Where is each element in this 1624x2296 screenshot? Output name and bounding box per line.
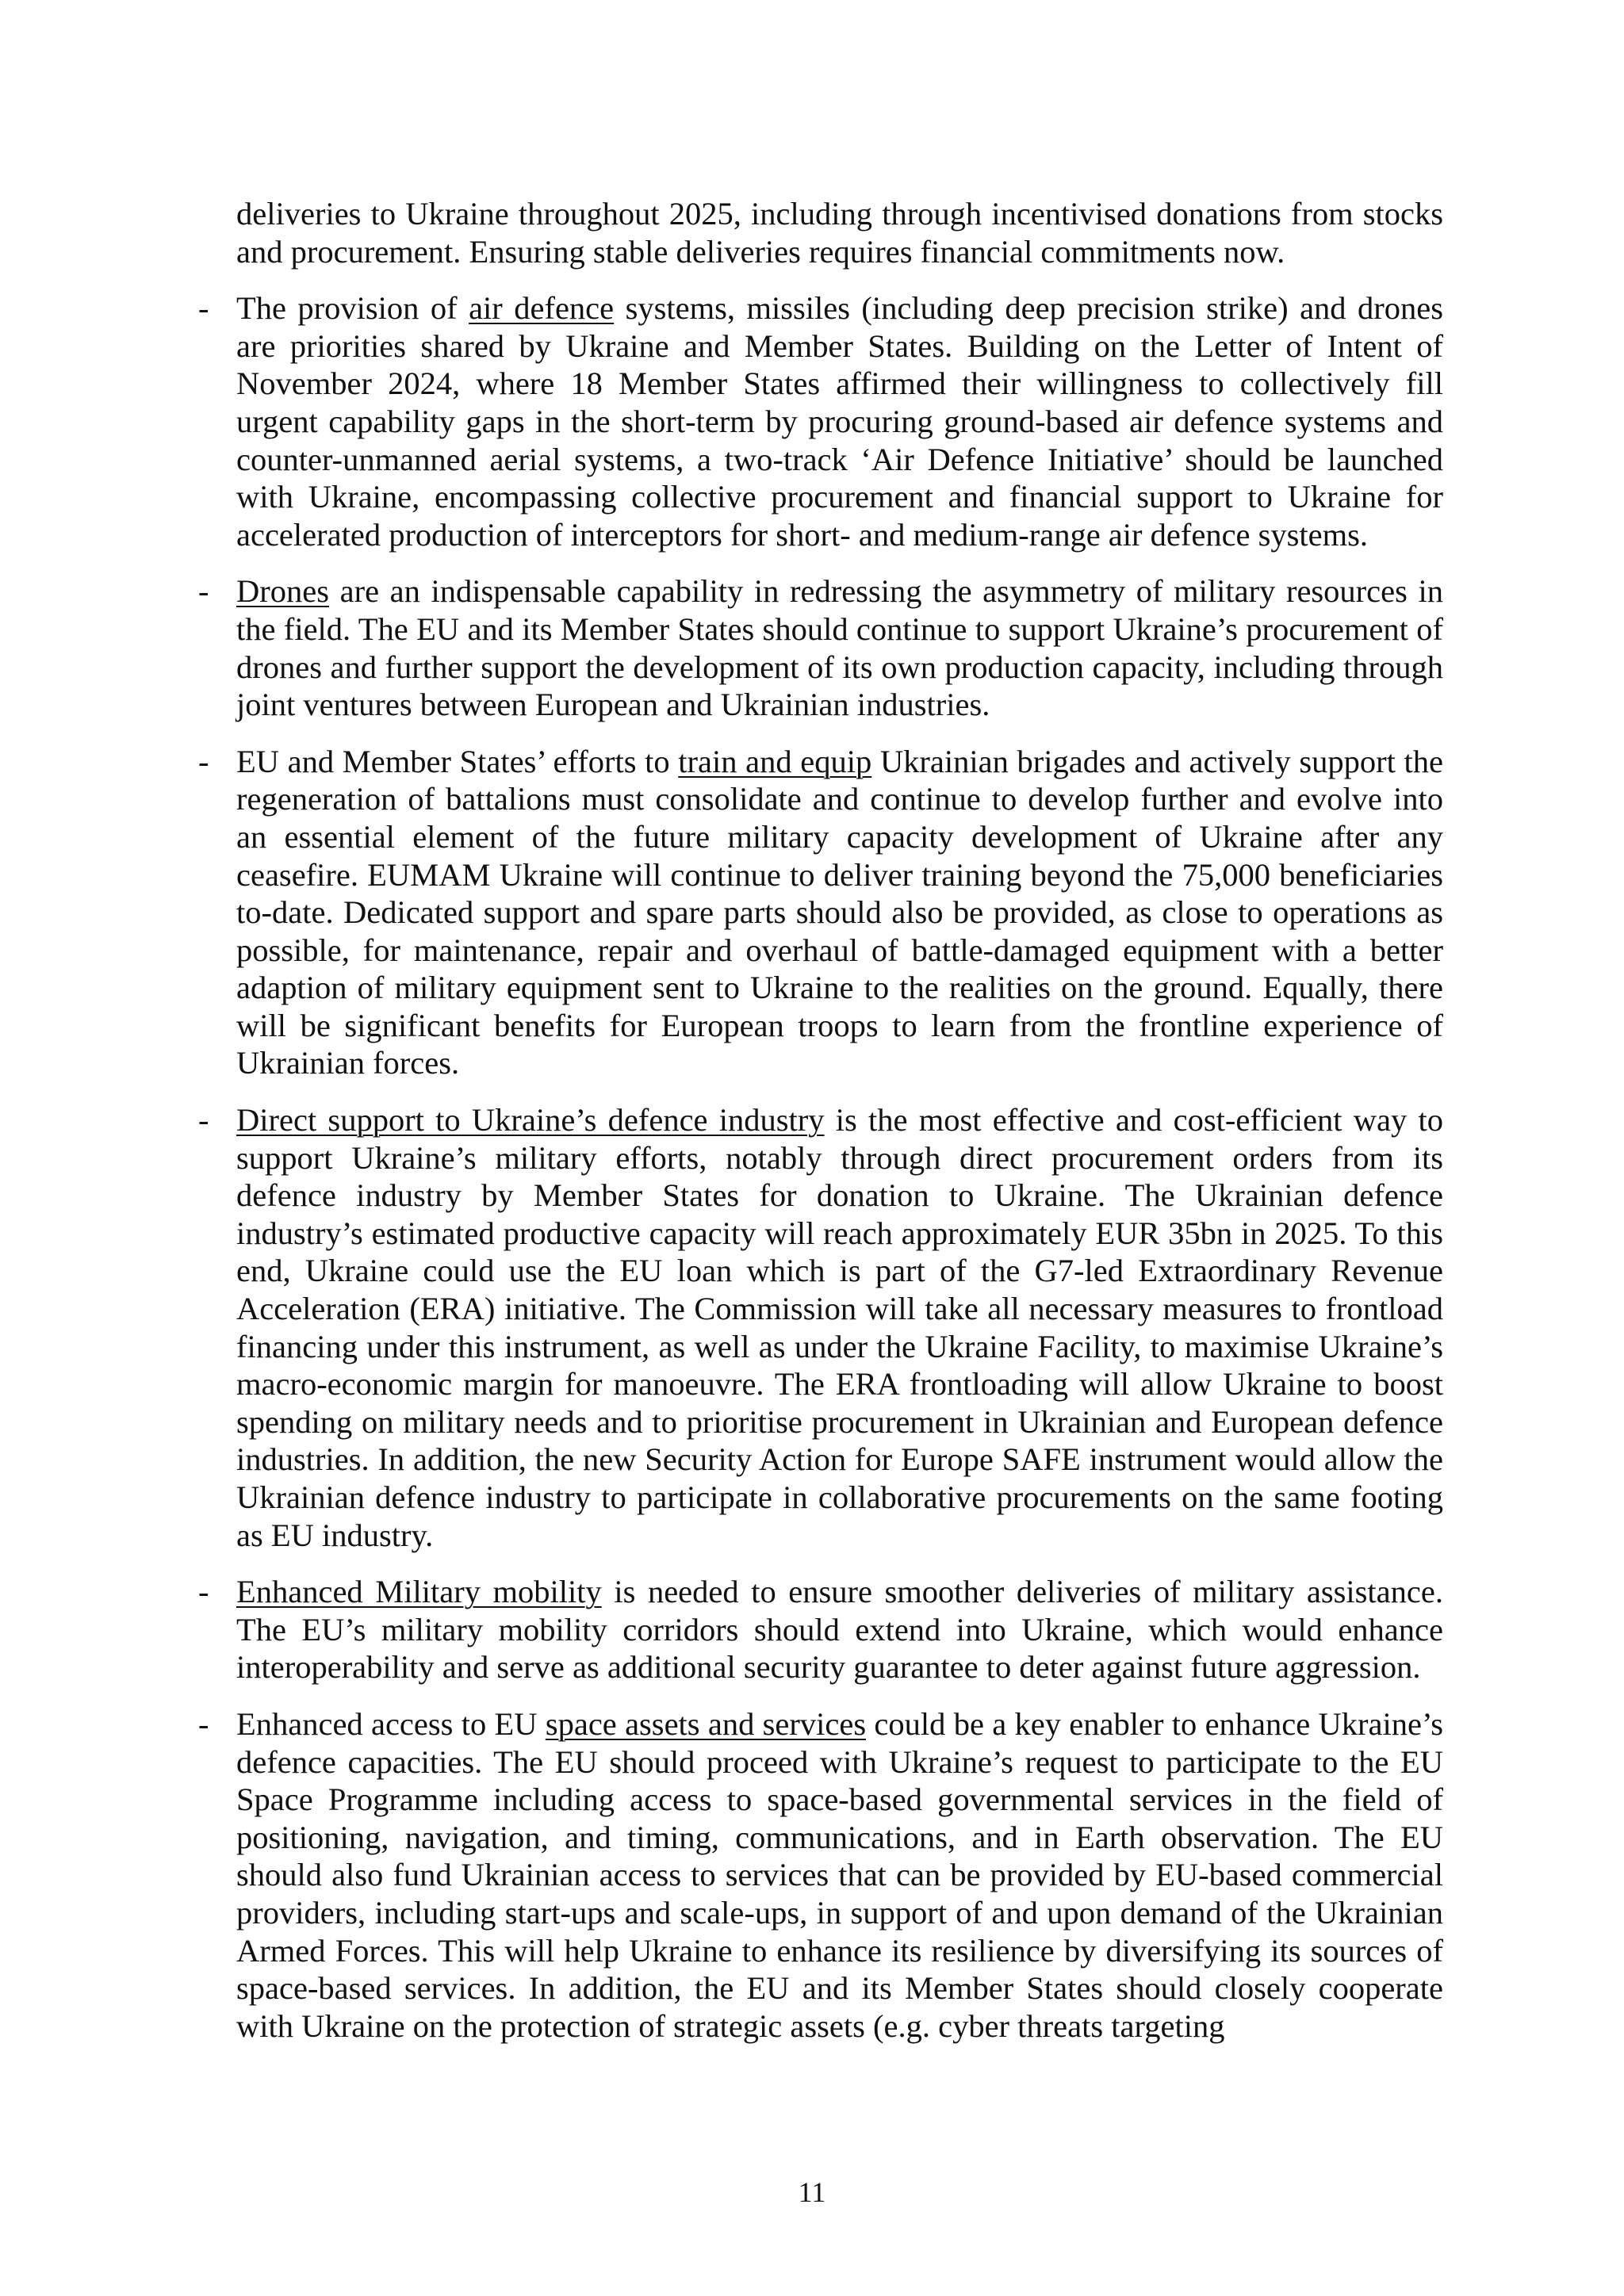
bullet-text-body: are an indispensable capability in redressing the asymmetry of military resources in the field. The EU and its Member States should continue to support Ukraine’s procurement of drones and further support the development of its own production capacity, including through joint ventures between European and Ukrainian industries. [236, 573, 1443, 723]
bullet-text-lead: EU and Member States’ efforts to [236, 743, 679, 779]
bullet-dash: - [198, 573, 209, 610]
bullet-text-body: is needed to ensure smoother deliveries of military assistance. The EU’s military mobility corridors should extend into Ukraine, which would enhance interoperability and serve as additional security guarantee to deter against future aggression. [236, 1574, 1443, 1686]
bullet-text [236, 1705, 1443, 2045]
intro-paragraph: deliveries to Ukraine throughout 2025, including through incentivised donations from stocks and procurement. Ensuring stable deliveries requires financial commitments now. [236, 196, 1443, 270]
bullet-text-lead: Enhanced access to EU [236, 1705, 546, 1742]
bullet-text-body: Ukrainian brigades and actively support the regeneration of battalions must consolidate and continue to develop further and evolve into an essential element of the future military capacity development of Ukraine after any ceasefire. EUMAM Ukraine will continue to deliver training beyond the 75,000 beneficiaries to-date. Dedicated support and spare parts should also be provided, as close to operations as possible, for maintenance, repair and overhaul of battle-damaged equipment with a better adaption of military equipment sent to Ukraine to the realities on the ground. Equally, there will be significant benefits for European troops to learn from the frontline experience of Ukrainian forces. [236, 743, 1443, 1081]
page-body [198, 195, 1443, 2045]
underlined-term: air defence [469, 290, 615, 327]
bullet-train-and-equip [198, 743, 1443, 1082]
bullet-text [236, 1573, 1443, 1686]
bullet-military-mobility [198, 1573, 1443, 1686]
bullet-text [236, 572, 1443, 723]
underlined-term: Enhanced Military mobility [236, 1574, 602, 1610]
bullet-text-body: could be a key enabler to enhance Ukraine’s defence capacities. The EU should proceed with Ukraine’s request to participate to the EU Space Programme including access to space-based governmental services in the field of positioning, navigation, and timing, communications, and in Earth observation. The EU should also fund Ukrainian access to services that can be provided by EU-based commercial providers, including start-ups and scale-ups, in support of and upon demand of the Ukrainian Armed Forces. This will help Ukraine to enhance its resilience by diversifying its sources of space-based services. In addition, the EU and its Member States should closely cooperate with Ukraine on the protection of strategic assets (e.g. cyber threats targeting [236, 1705, 1443, 2044]
bullet-text [236, 289, 1443, 553]
bullet-dash: - [198, 1102, 209, 1138]
page-number: 11 [798, 2176, 826, 2208]
bullet-text [236, 743, 1443, 1082]
bullet-air-defence [198, 289, 1443, 553]
bullet-text-lead: The provision of [236, 290, 469, 327]
bullet-dash: - [198, 1574, 209, 1610]
bullet-defence-industry [198, 1101, 1443, 1554]
bullet-text [236, 1101, 1443, 1554]
bullet-space-assets [198, 1705, 1443, 2045]
underlined-term: train and equip [678, 743, 872, 779]
bullet-dash: - [198, 743, 209, 779]
bullet-text-body: is the most effective and cost-efficient way to support Ukraine’s military efforts, notably through direct procurement orders from its defence industry by Member States for donation to Ukraine. The Ukrainian defence industry’s estimated productive capacity will reach approximately EUR 35bn in 2025. To this end, Ukraine could use the EU loan which is part of the G7-led Extraordinary Revenue Acceleration (ERA) initiative. The Commission will take all necessary measures to frontload financing under this instrument, as well as under the Ukraine Facility, to maximise Ukraine’s macro-economic margin for manoeuvre. The ERA frontloading will allow Ukraine to boost spending on military needs and to prioritise procurement in Ukrainian and European defence industries. In addition, the new Security Action for Europe SAFE instrument would allow the Ukrainian defence industry to participate in collaborative procurements on the same footing as EU industry. [236, 1102, 1443, 1553]
bullet-text-body: systems, missiles (including deep precision strike) and drones are priorities shared by Ukraine and Member States. Building on the Letter of Intent of November 2024, where 18 Member States affirmed their willingness to collectively fill urgent capability gaps in the short-term by procuring ground-based air defence systems and counter-unmanned aerial systems, a two-track ‘Air Defence Initiative’ should be launched with Ukraine, encompassing collective procurement and financial support to Ukraine for accelerated production of interceptors for short- and medium-range air defence systems. [236, 290, 1443, 553]
underlined-term: Drones [236, 573, 329, 610]
underlined-term: Direct support to Ukraine’s defence industry [236, 1102, 825, 1138]
bullet-drones [198, 572, 1443, 723]
bullet-dash: - [198, 290, 209, 327]
underlined-term: space assets and services [545, 1705, 867, 1742]
bullet-dash: - [198, 1705, 209, 1742]
